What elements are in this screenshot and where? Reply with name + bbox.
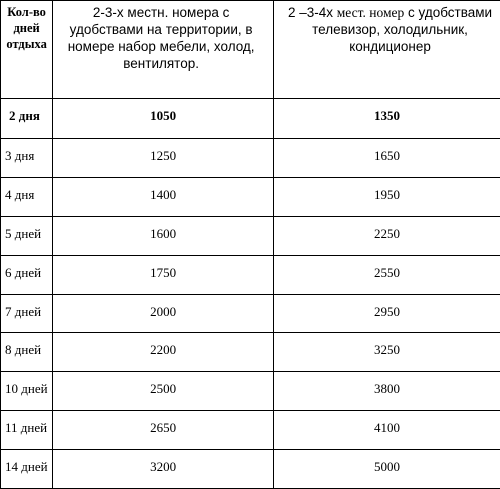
table-row [1,411,500,450]
standard-price-cell: 2500 [53,372,274,411]
standard-price-cell: 2200 [53,333,274,372]
standard-price-cell: 1600 [53,216,274,255]
standard-price-cell: 2650 [53,411,274,450]
table-row [1,372,500,411]
table-row [1,139,500,178]
comfort-price-cell: 2950 [274,294,500,333]
days-cell: 6 дней [1,255,53,294]
table-row [1,450,500,489]
table-row [1,216,500,255]
days-cell: 11 дней [1,411,53,450]
days-cell: 5 дней [1,216,53,255]
table-row [1,255,500,294]
days-cell: 3 дня [1,139,53,178]
comfort-price-cell: 3250 [274,333,500,372]
standard-price-cell: 1250 [53,139,274,178]
table-row [1,294,500,333]
standard-price-cell: 1400 [53,177,274,216]
comfort-header-prefix: 2 –3-4х [288,5,337,20]
comfort-header-serif-part: мест. номер [337,5,405,20]
days-cell: 10 дней [1,372,53,411]
days-cell: 8 дней [1,333,53,372]
standard-price-cell: 2000 [53,294,274,333]
table-header-row [1,1,500,99]
standard-price-cell: 1050 [53,99,274,139]
standard-room-column-header: 2-3-х местн. номера с удобствами на территории, в номере набор мебели, холод, вентилятор. [53,1,274,99]
table-row [1,177,500,216]
comfort-price-cell: 1650 [274,139,500,178]
comfort-room-column-header [274,1,500,99]
days-cell: 7 дней [1,294,53,333]
days-cell: 2 дня [1,99,53,139]
days-column-header: Кол-во дней отдыха [1,1,53,99]
table-row [1,99,500,139]
table-row [1,333,500,372]
days-cell: 4 дня [1,177,53,216]
standard-price-cell: 1750 [53,255,274,294]
comfort-price-cell: 4100 [274,411,500,450]
comfort-price-cell: 1350 [274,99,500,139]
standard-price-cell: 3200 [53,450,274,489]
comfort-price-cell: 1950 [274,177,500,216]
days-cell: 14 дней [1,450,53,489]
comfort-price-cell: 3800 [274,372,500,411]
comfort-price-cell: 2550 [274,255,500,294]
comfort-price-cell: 2250 [274,216,500,255]
comfort-header-suffix: с удобствами телевизор, холодильник, кондиционер [312,5,492,54]
comfort-price-cell: 5000 [274,450,500,489]
